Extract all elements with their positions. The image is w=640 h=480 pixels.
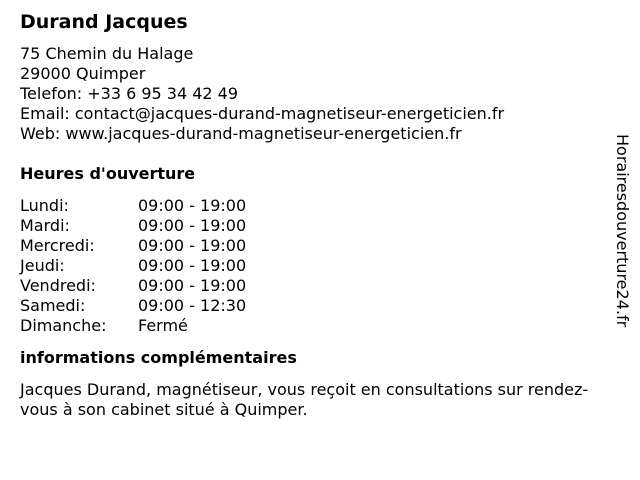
hours-title: Heures d'ouverture (20, 164, 196, 183)
watermark-text: Horairesdouverture24.fr (613, 134, 632, 328)
hours-time: 09:00 - 19:00 (138, 256, 247, 275)
hours-row-sunday (20, 316, 612, 336)
hours-time: 09:00 - 12:30 (138, 296, 247, 315)
address-line-1: 75 Chemin du Halage (20, 44, 194, 63)
hours-time: 09:00 - 19:00 (138, 236, 247, 255)
hours-day: Jeudi: (20, 256, 65, 275)
hours-row-monday (20, 196, 612, 216)
hours-list (20, 196, 612, 336)
hours-day: Vendredi: (20, 276, 96, 295)
hours-day: Samedi: (20, 296, 86, 315)
business-name: Durand Jacques (20, 11, 188, 33)
hours-time: Fermé (138, 316, 188, 335)
email-text: Email: contact@jacques-durand-magnetiseur-energeticien.fr (20, 104, 505, 123)
hours-day: Lundi: (20, 196, 69, 215)
web-text: Web: www.jacques-durand-magnetiseur-energeticien.fr (20, 124, 462, 143)
phone-text: Telefon: +33 6 95 34 42 49 (20, 84, 239, 103)
info-text: Jacques Durand, magnétiseur, vous reçoit en consultations sur rendez-vous à son cabinet situé à Quimper. (20, 380, 589, 419)
hours-row-saturday (20, 296, 612, 316)
hours-time: 09:00 - 19:00 (138, 276, 247, 295)
address-line-2: 29000 Quimper (20, 64, 146, 83)
business-card (20, 10, 612, 420)
hours-day: Mardi: (20, 216, 70, 235)
hours-time: 09:00 - 19:00 (138, 216, 247, 235)
hours-row-thursday (20, 256, 612, 276)
hours-row-wednesday (20, 236, 612, 256)
hours-day: Mercredi: (20, 236, 95, 255)
hours-row-friday (20, 276, 612, 296)
hours-time: 09:00 - 19:00 (138, 196, 247, 215)
hours-row-tuesday (20, 216, 612, 236)
info-title: informations complémentaires (20, 348, 297, 367)
hours-day: Dimanche: (20, 316, 107, 335)
